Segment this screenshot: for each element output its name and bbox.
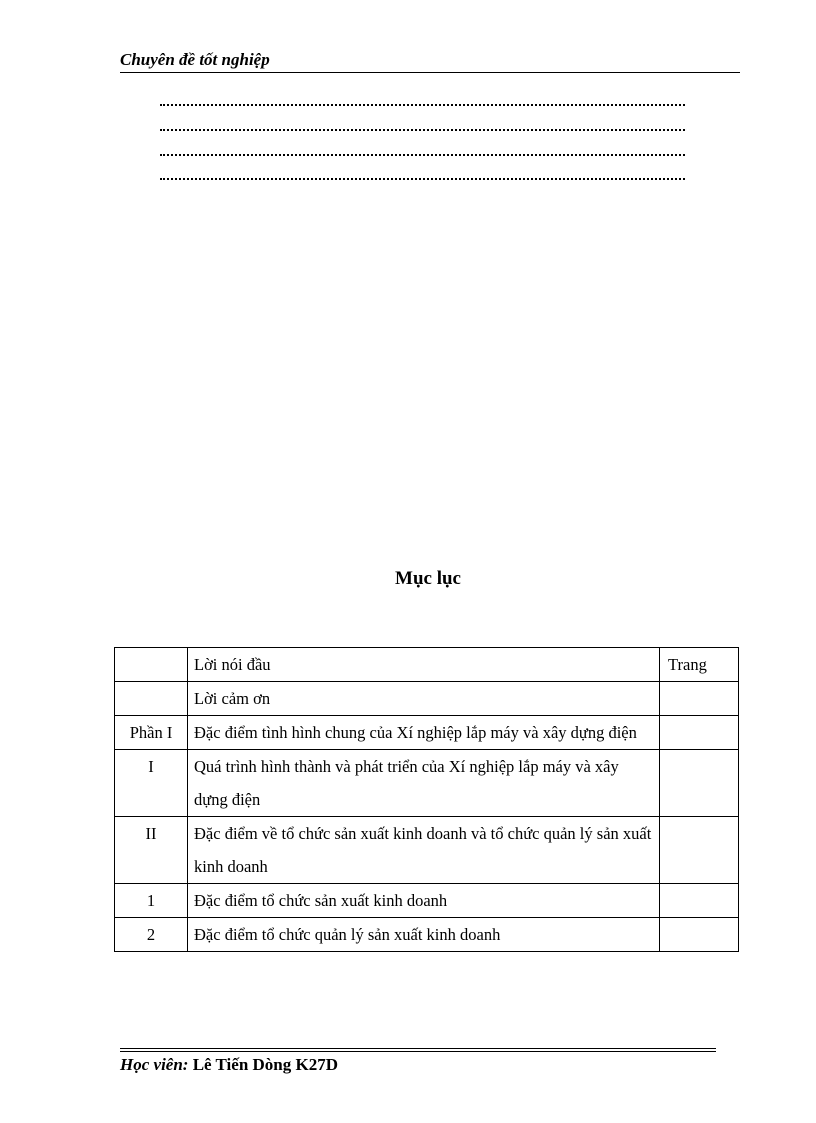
table-row [115,750,739,817]
toc-entry: Đặc điểm tổ chức quản lý sản xuất kinh doanh [188,918,660,952]
table-row [115,918,739,952]
header-title: Chuyên đề tốt nghiệp [120,50,270,69]
toc-entry: Đặc điểm tình hình chung của Xí nghiệp lắp máy và xây dựng điện [188,716,660,750]
page-footer [120,1055,338,1075]
toc-number: Phần I [115,716,188,750]
toc-page [660,817,739,884]
toc-number: 2 [115,918,188,952]
table-row [115,884,739,918]
table-of-contents [114,647,739,952]
toc-number: 1 [115,884,188,918]
toc-page [660,750,739,817]
toc-entry: Lời nói đầu [188,648,660,682]
dotted-line [160,154,685,156]
toc-number [115,682,188,716]
toc-page-header: Trang [660,648,739,682]
footer-label: Học viên: [120,1055,189,1074]
dotted-line [160,104,685,106]
table-row [115,817,739,884]
footer-rule [120,1048,716,1049]
dotted-line [160,129,685,131]
page-header [120,48,740,73]
document-title: Mục lục [395,568,461,589]
toc-page [660,884,739,918]
toc-number: II [115,817,188,884]
toc-entry: Đặc điểm về tổ chức sản xuất kinh doanh và tổ chức quản lý sản xuất kinh doanh [188,817,660,884]
toc-entry: Lời cảm ơn [188,682,660,716]
footer-rule [120,1051,716,1052]
toc-entry: Quá trình hình thành và phát triển của Xí nghiệp lắp máy và xây dựng điện [188,750,660,817]
toc-page [660,918,739,952]
toc-page [660,716,739,750]
table-row [115,648,739,682]
footer-author: Lê Tiến Dòng K27D [192,1055,339,1074]
table-row [115,716,739,750]
toc-number: I [115,750,188,817]
toc-number [115,648,188,682]
table-row [115,682,739,716]
toc-entry: Đặc điểm tổ chức sản xuất kinh doanh [188,884,660,918]
dotted-line [160,178,685,180]
toc-page [660,682,739,716]
